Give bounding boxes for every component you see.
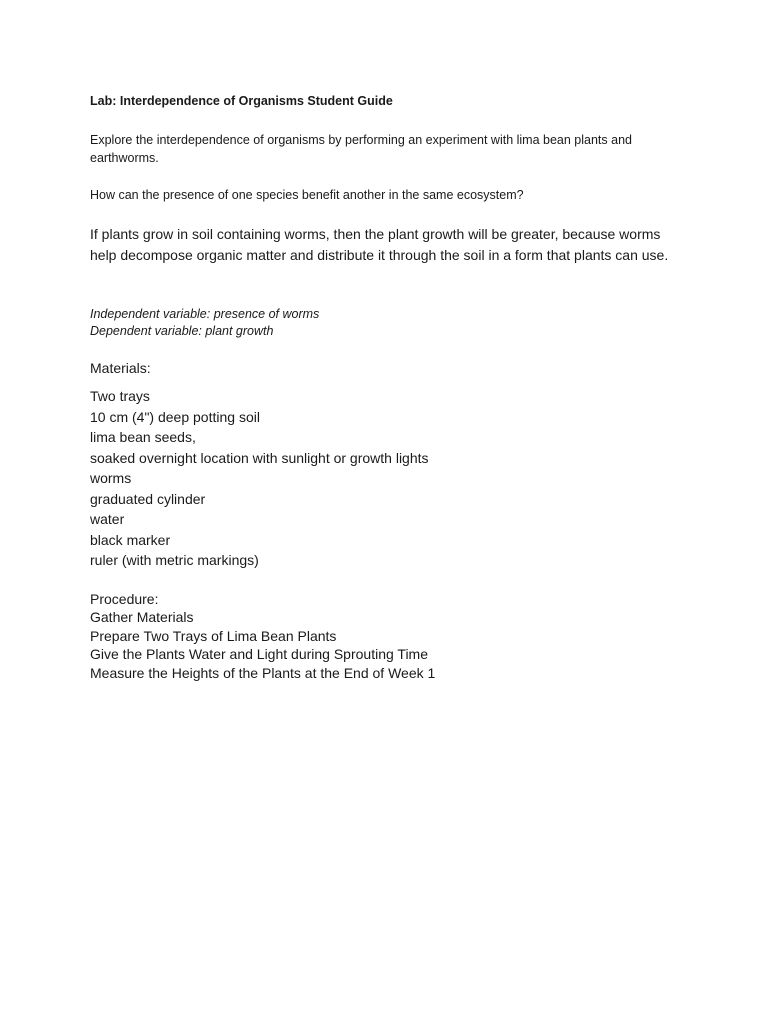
procedure-step: Measure the Heights of the Plants at the End of Week 1: [90, 664, 436, 681]
dependent-variable: Dependent variable: plant growth: [90, 324, 274, 338]
list-item: black marker: [90, 531, 171, 548]
procedure-block: [90, 590, 435, 682]
list-item: lima bean seeds,: [90, 429, 196, 445]
list-item: Two trays: [90, 388, 150, 404]
list-item: graduated cylinder: [90, 490, 206, 507]
procedure-list: [90, 608, 435, 682]
procedure-step: Prepare Two Trays of Lima Bean Plants: [90, 627, 337, 644]
procedure-step: Give the Plants Water and Light during Sprouting Time: [90, 646, 428, 663]
procedure-heading: Procedure:: [90, 591, 159, 607]
list-item: water: [90, 511, 125, 527]
materials-list: [90, 386, 429, 571]
intro-paragraph: Explore the interdependence of organisms by performing an experiment with lima bean plants and earthworms.: [90, 133, 632, 165]
hypothesis-paragraph: If plants grow in soil containing worms, then the plant growth will be greater, because worms help decompose organic matter and distribute it through the soil in a form that plants can use.: [90, 226, 669, 263]
document-title: Lab: Interdependence of Organisms Student Guide: [90, 94, 393, 108]
list-item: 10 cm (4") deep potting soil: [90, 408, 260, 425]
list-item: ruler (with metric markings): [90, 552, 259, 568]
procedure-step: Gather Materials: [90, 609, 194, 626]
list-item: worms: [90, 470, 132, 486]
research-question: How can the presence of one species benefit another in the same ecosystem?: [90, 188, 524, 202]
independent-variable: Independent variable: presence of worms: [90, 307, 320, 321]
materials-heading: Materials:: [90, 360, 151, 376]
variables-block: [90, 306, 319, 340]
list-item: soaked overnight location with sunlight or growth lights: [90, 449, 429, 466]
